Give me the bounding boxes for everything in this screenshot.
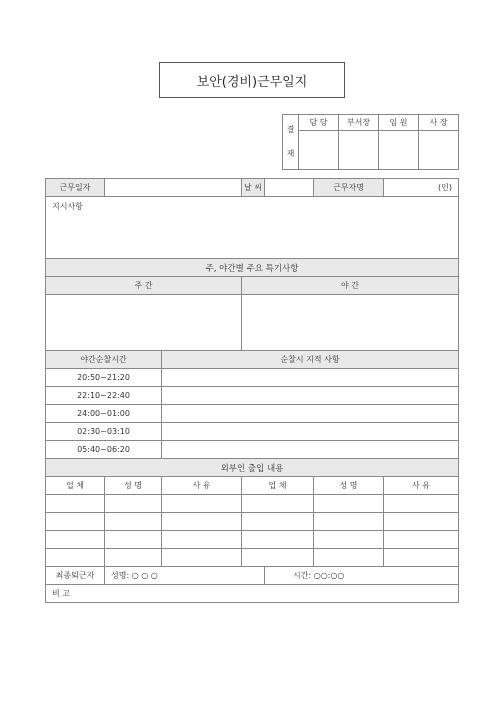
- remarks-label: 비 고: [52, 589, 70, 598]
- last-leaver-time-field[interactable]: [265, 567, 459, 585]
- approval-sign-staff[interactable]: [299, 131, 339, 170]
- approval-box: [282, 114, 459, 170]
- special-notes-title: 주, 야간별 주요 특기사항: [46, 259, 459, 277]
- visitor-cell[interactable]: [105, 513, 162, 531]
- visitor-cell[interactable]: [314, 495, 384, 513]
- visitor-cell[interactable]: [384, 549, 459, 567]
- visitor-cell[interactable]: [105, 531, 162, 549]
- work-date-field[interactable]: [105, 179, 242, 197]
- approval-side-char-1: 결: [286, 125, 295, 135]
- day-shift-notes[interactable]: [46, 295, 242, 351]
- seal-mark: (인): [438, 183, 453, 192]
- night-shift-label: 야 간: [242, 277, 459, 295]
- visitor-cell[interactable]: [46, 495, 105, 513]
- visitor-header-company-1: 업 체: [46, 477, 105, 495]
- visitor-header-reason-2: 사 유: [384, 477, 459, 495]
- visitor-row: [46, 513, 459, 531]
- visitors-title: 외부인 출입 내용: [46, 459, 459, 477]
- visitor-header-name-1: 성 명: [105, 477, 162, 495]
- instructions-label: 지시사항: [52, 202, 83, 211]
- approval-role-manager: 부서장: [339, 115, 379, 131]
- visitor-cell[interactable]: [384, 495, 459, 513]
- approval-role-director: 임 원: [379, 115, 419, 131]
- approval-sign-president[interactable]: [419, 131, 459, 170]
- last-leaver-label: 최종퇴근자: [46, 567, 105, 585]
- patrol-note-2[interactable]: [162, 387, 459, 405]
- visitor-header-name-2: 성 명: [314, 477, 384, 495]
- worker-name-label: 근무자명: [314, 179, 384, 197]
- visitor-cell[interactable]: [46, 531, 105, 549]
- patrol-time-3: 24:00~01:00: [46, 405, 162, 423]
- approval-role-staff: 담 당: [299, 115, 339, 131]
- remarks-field[interactable]: [46, 585, 459, 603]
- approval-sign-director[interactable]: [379, 131, 419, 170]
- visitor-header-reason-1: 사 유: [162, 477, 242, 495]
- approval-side-label: [283, 115, 299, 170]
- visitor-cell[interactable]: [384, 513, 459, 531]
- approval-side-char-2: 재: [286, 149, 295, 158]
- visitor-cell[interactable]: [242, 513, 314, 531]
- visitor-cell[interactable]: [384, 531, 459, 549]
- patrol-notes-header: 순찰시 지적 사항: [162, 351, 459, 369]
- day-shift-label: 주 간: [46, 277, 242, 295]
- patrol-note-1[interactable]: [162, 369, 459, 387]
- visitor-cell[interactable]: [46, 513, 105, 531]
- last-leaver-name-text: 성명: ○ ○ ○: [111, 571, 158, 580]
- visitor-cell[interactable]: [162, 549, 242, 567]
- visitor-cell[interactable]: [105, 549, 162, 567]
- visitor-row: [46, 549, 459, 567]
- work-log-form: [45, 178, 459, 603]
- work-date-label: 근무일자: [46, 179, 105, 197]
- document-title-text: 보안(경비)근무일지: [196, 74, 308, 90]
- visitor-cell[interactable]: [314, 531, 384, 549]
- patrol-note-4[interactable]: [162, 423, 459, 441]
- document-title: [159, 62, 345, 98]
- visitor-cell[interactable]: [314, 549, 384, 567]
- visitor-cell[interactable]: [242, 549, 314, 567]
- approval-role-president: 사 장: [419, 115, 459, 131]
- visitor-cell[interactable]: [242, 531, 314, 549]
- patrol-time-1: 20:50~21:20: [46, 369, 162, 387]
- visitor-cell[interactable]: [162, 513, 242, 531]
- visitor-cell[interactable]: [242, 495, 314, 513]
- visitor-cell[interactable]: [314, 513, 384, 531]
- approval-sign-manager[interactable]: [339, 131, 379, 170]
- patrol-note-5[interactable]: [162, 441, 459, 459]
- worker-name-field[interactable]: [384, 179, 459, 197]
- last-leaver-name-field[interactable]: [105, 567, 265, 585]
- patrol-time-5: 05:40~06:20: [46, 441, 162, 459]
- visitor-cell[interactable]: [105, 495, 162, 513]
- weather-label: 날 씨: [242, 179, 265, 197]
- visitor-cell[interactable]: [46, 549, 105, 567]
- visitor-cell[interactable]: [162, 531, 242, 549]
- patrol-note-3[interactable]: [162, 405, 459, 423]
- visitor-cell[interactable]: [162, 495, 242, 513]
- night-shift-notes[interactable]: [242, 295, 459, 351]
- weather-field[interactable]: [265, 179, 314, 197]
- patrol-time-2: 22:10~22:40: [46, 387, 162, 405]
- patrol-time-header: 야간순찰시간: [46, 351, 162, 369]
- patrol-time-4: 02:30~03:10: [46, 423, 162, 441]
- last-leaver-time-text: 시간: ○○:○○: [293, 571, 345, 580]
- visitor-header-company-2: 업 체: [242, 477, 314, 495]
- visitor-row: [46, 531, 459, 549]
- visitor-row: [46, 495, 459, 513]
- instructions-field[interactable]: [46, 197, 459, 259]
